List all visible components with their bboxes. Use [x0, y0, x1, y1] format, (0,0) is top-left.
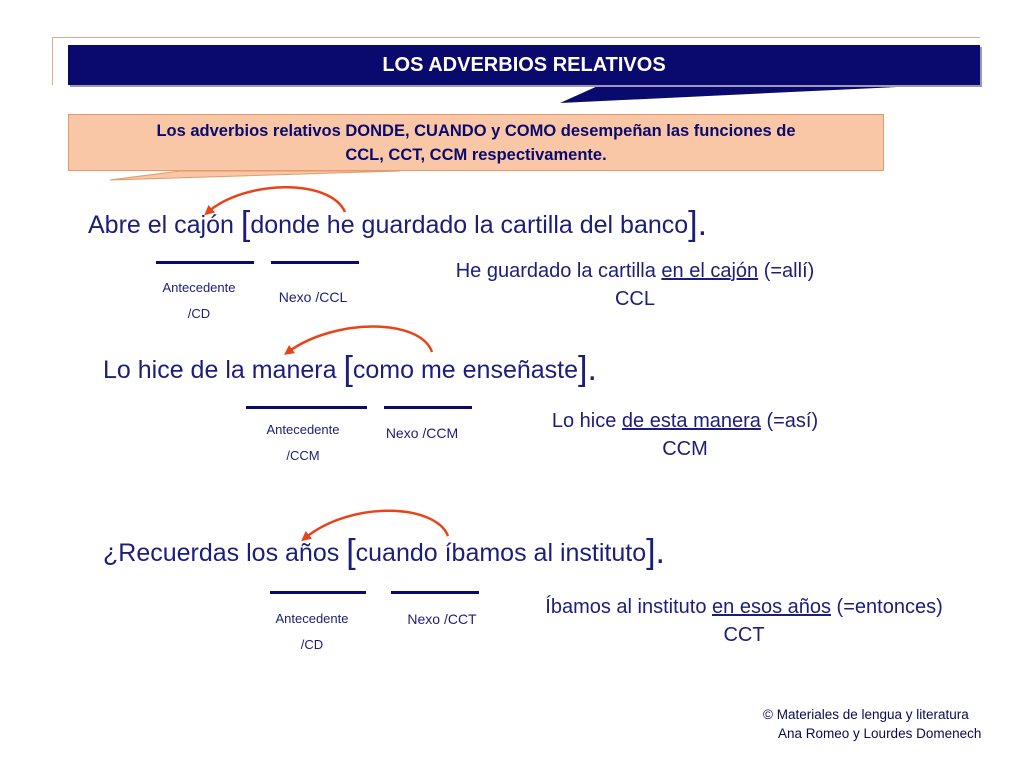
- example-2-nexus-line: [384, 406, 472, 409]
- example-2-sentence: Lo hice de la manera [como me enseñaste].: [103, 350, 597, 388]
- intro-line-1: Los adverbios relativos DONDE, CUANDO y COMO desempeñan las funciones de: [156, 122, 796, 140]
- example-2-antecedent-line: [246, 406, 367, 409]
- arrow-example-2: [288, 327, 432, 353]
- credit: [763, 705, 981, 743]
- example-3-sentence: ¿Recuerdas los años [cuando íbamos al instituto].: [103, 533, 666, 571]
- example-3-nexus-label: Nexo /CCT: [407, 611, 477, 627]
- example-2-nexus-label: Nexo /CCM: [385, 425, 459, 441]
- arrow-example-3: [305, 511, 448, 538]
- arrow-example-1: [208, 187, 345, 212]
- example-1-sentence: Abre el cajón [donde he guardado la cartilla del banco].: [88, 205, 708, 243]
- example-1-antecedent-line: [156, 261, 254, 264]
- example-3-nexus-line: [391, 591, 479, 594]
- page-title-text: LOS ADVERBIOS RELATIVOS: [382, 53, 666, 76]
- example-3-antecedent-line: [270, 591, 366, 594]
- example-1-nexus-label: Nexo /CCL: [278, 289, 348, 305]
- credit-line-2: Ana Romeo y Lourdes Domenech: [778, 726, 982, 741]
- example-3-antecedent-label: Antecedente /CD: [275, 611, 349, 652]
- example-1-antecedent-label: Antecedente /CD: [162, 280, 236, 321]
- example-2-antecedent-label: Antecedente /CCM: [266, 422, 340, 463]
- example-1-explanation: He guardado la cartilla en el cajón (=allí) CCL: [400, 257, 870, 313]
- example-3-function: CCT: [723, 624, 765, 646]
- example-1-nexus-line: [271, 261, 359, 264]
- credit-line-1: © Materiales de lengua y literatura: [763, 707, 969, 722]
- example-1-function: CCL: [614, 288, 655, 310]
- intro-line-2: CCL, CCT, CCM respectivamente.: [345, 146, 607, 164]
- example-2-explanation: Lo hice de esta manera (=así) CCM: [485, 407, 885, 463]
- example-2-function: CCM: [662, 438, 708, 460]
- example-3-explanation: Íbamos al instituto en esos años (=entonces) CCT: [496, 593, 992, 649]
